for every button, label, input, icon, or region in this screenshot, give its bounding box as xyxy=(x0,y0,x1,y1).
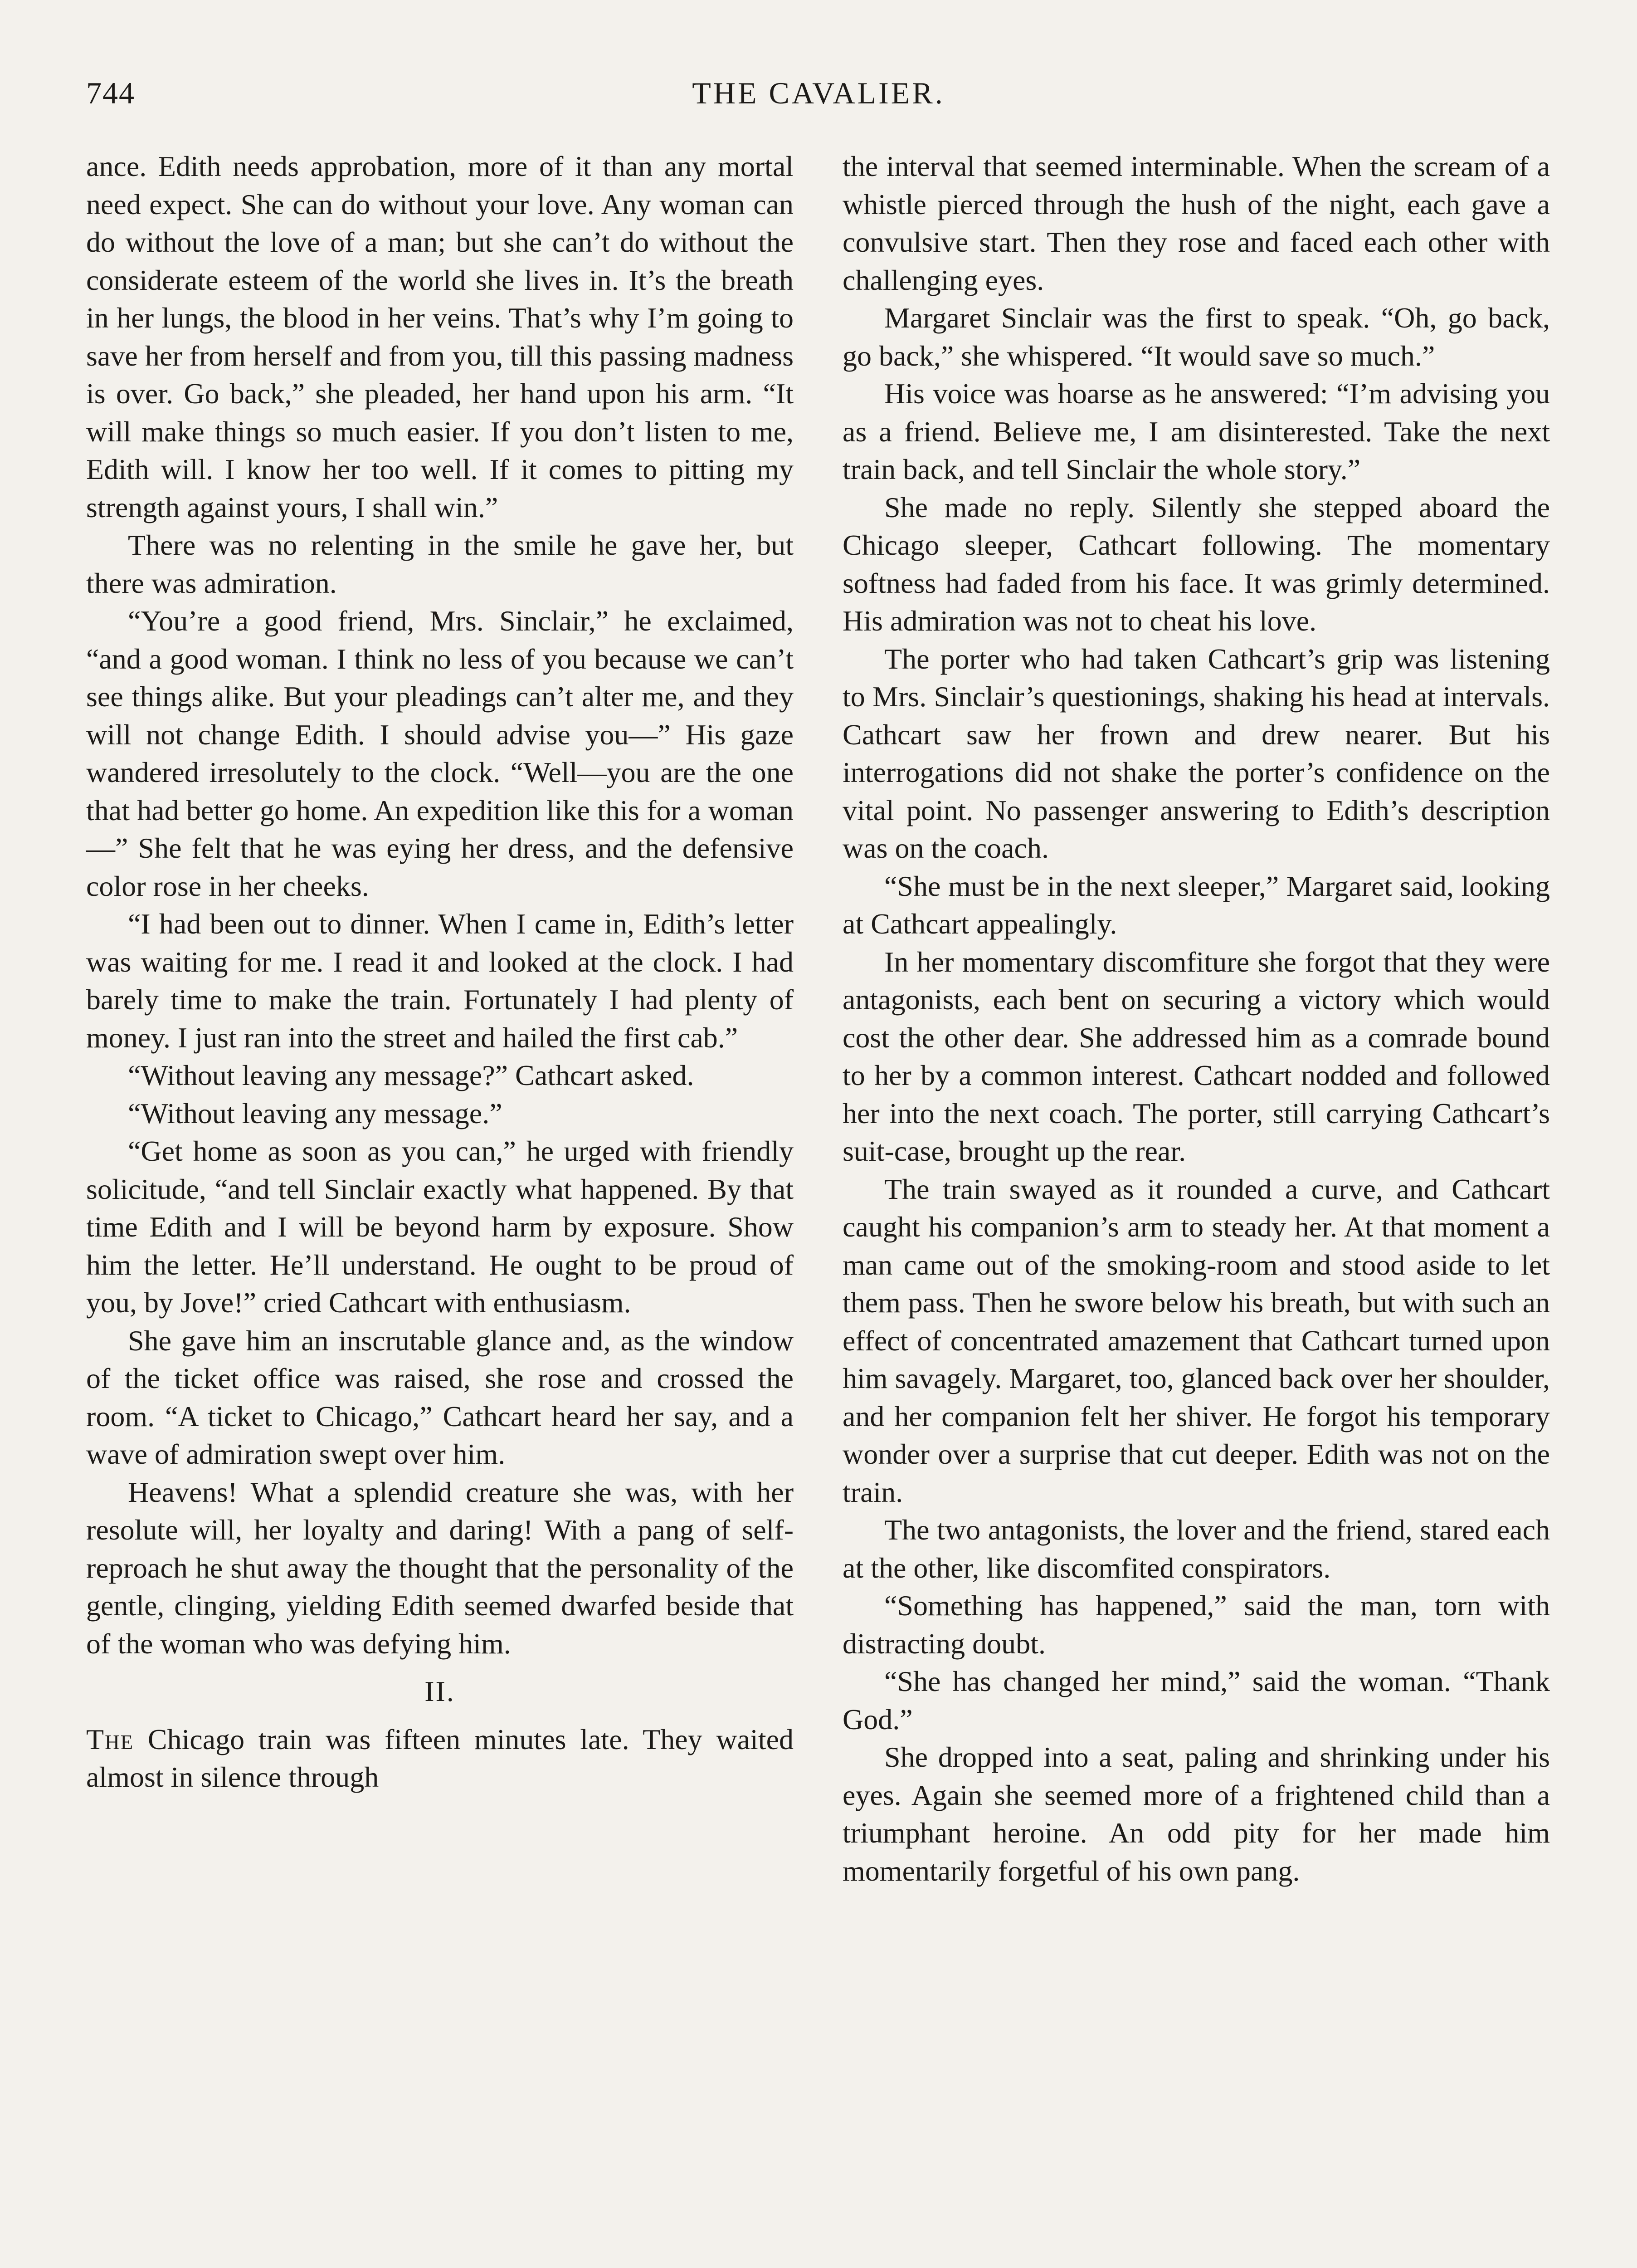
paragraph: In her momentary discomfiture she forgot that they were antagonists, each bent on securing a victory which would cost the other dear. She addressed him as a comrade bound to her by a common interest. Cathcart nodded and followed her into the next coach. The porter, still carrying Cathcart’s suit-case, brought up the rear. xyxy=(843,945,1550,1167)
page-header xyxy=(86,68,1551,118)
paragraph: His voice was hoarse as he answered: “I’m advising you as a friend. Believe me, I am disinterested. Take the next train back, and tell Sinclair the whole story.” xyxy=(843,377,1550,485)
paragraph: The porter who had taken Cathcart’s grip was listening to Mrs. Sinclair’s questionings, shaking his head at intervals. Cathcart saw her frown and drew nearer. But his interrogations did not shake the porter’s confidence on the vital point. No passenger answering to Edith’s description was on the coach. xyxy=(843,642,1550,864)
paragraph: “Get home as soon as you can,” he urged with friendly solicitude, “and tell Sinclair exactly what happened. By that time Edith and I will be beyond harm by exposure. Show him the letter. He’ll understand. He ought to be proud of you, by Jove!” cried Cathcart with enthusiasm. xyxy=(86,1135,794,1319)
right-column xyxy=(843,147,1550,1890)
paragraph: “Something has happened,” said the man, torn with distracting doubt. xyxy=(843,1589,1550,1660)
paragraph: “She must be in the next sleeper,” Margaret said, looking at Cathcart appealingly. xyxy=(843,870,1550,940)
paragraph: She made no reply. Silently she stepped aboard the Chicago sleeper, Cathcart following. The momentary softness had faded from his face. It was grimly determined. His admiration was not to cheat his love. xyxy=(843,491,1550,637)
left-column xyxy=(86,147,794,1796)
section-opening-text: Chicago train was fifteen minutes late. They waited almost in silence through xyxy=(86,1723,794,1793)
running-title: THE CAVALIER. xyxy=(692,76,945,110)
paragraph: ance. Edith needs approbation, more of it than any mortal need expect. She can do without your love. Any woman can do without the love of a man; but she can’t do without the considerate esteem of the world she lives in. It’s the breath in her lungs, the blood in her veins. That’s why I’m going to save her from herself and from you, till this passing madness is over. Go back,” she pleaded, her hand upon his arm. “It will make things so much easier. If you don’t listen to me, Edith will. I know her too well. If it comes to pitting my strength against yours, I shall win.” xyxy=(86,150,794,523)
section-opening-paragraph xyxy=(86,1721,794,1796)
paragraph: There was no relenting in the smile he gave her, but there was admiration. xyxy=(86,529,794,599)
paragraph: The two antagonists, the lover and the friend, stared each at the other, like discomfited conspirators. xyxy=(843,1514,1550,1584)
drop-word: The xyxy=(86,1723,134,1755)
paragraph: She dropped into a seat, paling and shrinking under his eyes. Again she seemed more of a frightened child than a triumphant heroine. An odd pity for her made him momentarily forgetful of his own pang. xyxy=(843,1741,1550,1887)
paragraph: the interval that seemed interminable. When the scream of a whistle pierced through the hush of the night, each gave a convulsive start. Then they rose and faced each other with challenging eyes. xyxy=(843,150,1550,296)
paragraph: The train swayed as it rounded a curve, and Cathcart caught his companion’s arm to steady her. At that moment a man came out of the smoking-room and stood aside to let them pass. Then he swore below his breath, but with such an effect of concentrated amazement that Cathcart turned upon him savagely. Margaret, too, glanced back over her shoulder, and her companion felt her shiver. He forgot his temporary wonder over a surprise that cut deeper. Edith was not on the train. xyxy=(843,1173,1550,1508)
paragraph: “She has changed her mind,” said the woman. “Thank God.” xyxy=(843,1665,1550,1735)
paragraph: Heavens! What a splendid creature she was, with her resolute will, her loyalty and daring! With a pang of self-reproach he shut away the thought that the personality of the gentle, clinging, yielding Edith seemed dwarfed beside that of the woman who was defying him. xyxy=(86,1476,794,1660)
paragraph: “You’re a good friend, Mrs. Sinclair,” he exclaimed, “and a good woman. I think no less of you because we can’t see things alike. But your pleadings can’t alter me, and they will not change Edith. I should advise you—” His gaze wandered irresolutely to the clock. “Well—you are the one that had better go home. An expedition like this for a woman—” She felt that he was eying her dress, and the defensive color rose in her cheeks. xyxy=(86,605,794,902)
paragraph: She gave him an inscrutable glance and, as the window of the ticket office was raised, she rose and crossed the room. “A ticket to Chicago,” Cathcart heard her say, and a wave of admiration swept over him. xyxy=(86,1324,794,1470)
page-number: 744 xyxy=(86,76,135,110)
section-heading: II. xyxy=(424,1675,455,1707)
paragraph: “I had been out to dinner. When I came in, Edith’s letter was waiting for me. I read it and looked at the clock. I had barely time to make the train. Fortunately I had plenty of money. I just ran into the street and hailed the first cab.” xyxy=(86,908,794,1054)
paragraph: “Without leaving any message?” Cathcart asked. xyxy=(128,1059,694,1091)
paragraph: Margaret Sinclair was the first to speak. “Oh, go back, go back,” she whispered. “It would save so much.” xyxy=(843,302,1550,372)
paragraph: “Without leaving any message.” xyxy=(128,1097,502,1129)
